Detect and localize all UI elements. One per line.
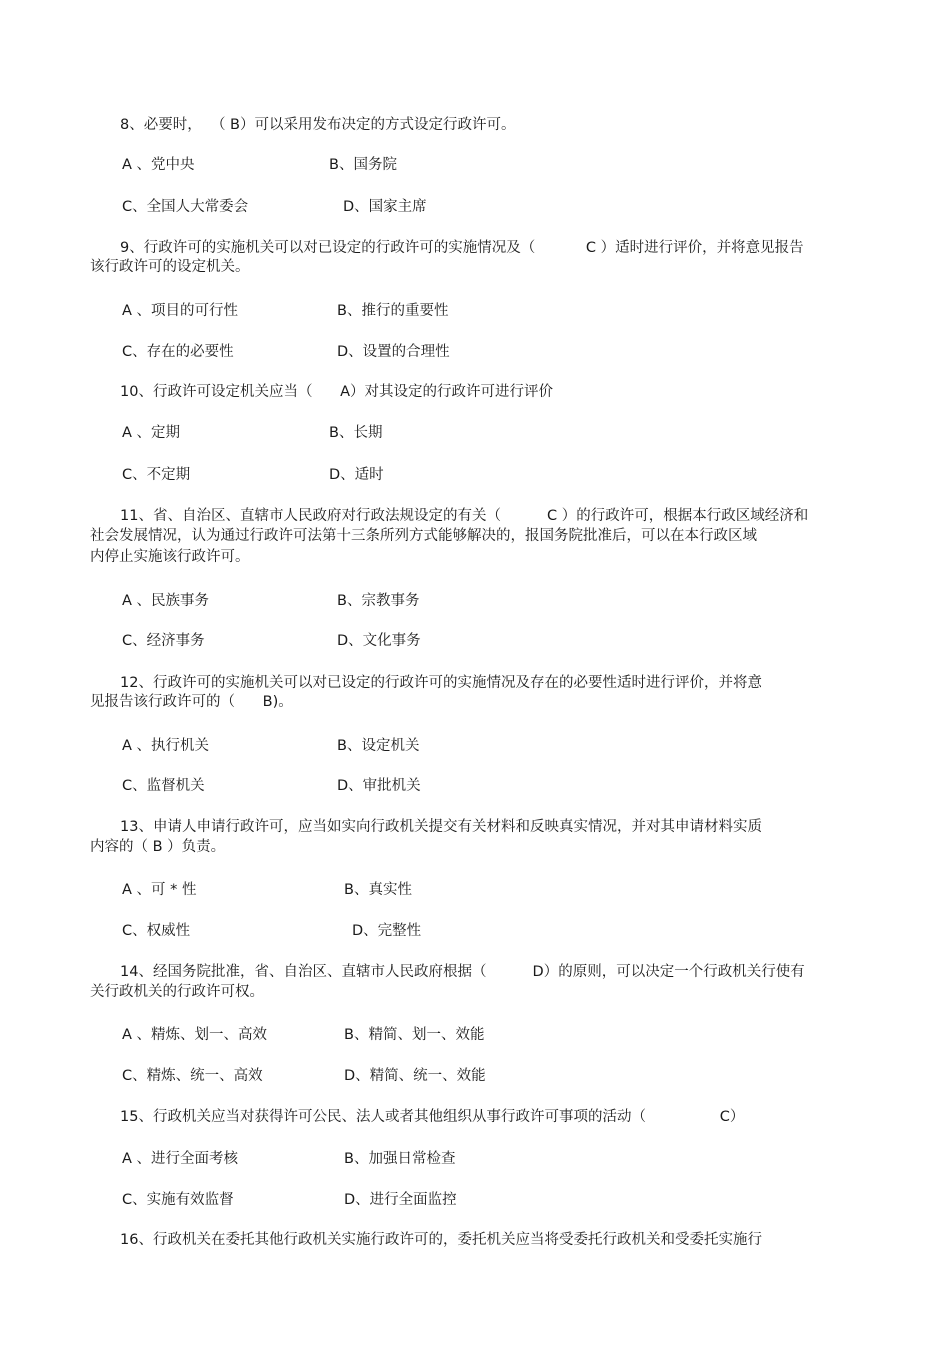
option-d: D、适时 bbox=[329, 467, 384, 483]
question-stem: 11、省、自治区、直辖市人民政府对行政法规设定的有关（ C ）的行政许可，根据本行政区域经济和 bbox=[120, 508, 809, 524]
option-b: B、精简、划一、效能 bbox=[344, 1027, 485, 1043]
option-a: A 、民族事务 bbox=[122, 593, 210, 609]
option-a: A 、可 * 性 bbox=[122, 882, 197, 898]
option-b: B、长期 bbox=[329, 425, 383, 441]
option-b: B、宗教事务 bbox=[337, 593, 420, 609]
option-b: B、国务院 bbox=[329, 157, 397, 173]
option-b: B、真实性 bbox=[344, 882, 412, 898]
option-b: B、加强日常检查 bbox=[344, 1151, 456, 1167]
question-stem: 14、经国务院批准，省、自治区、直辖市人民政府根据（ D）的原则，可以决定一个行政机关行使有 bbox=[120, 964, 805, 980]
question-stem: 10、行政许可设定机关应当（ A）对其设定的行政许可进行评价 bbox=[120, 384, 554, 400]
question-stem-cont: 该行政许可的设定机关。 bbox=[90, 259, 250, 275]
question-stem-cont: 内停止实施该行政许可。 bbox=[90, 549, 250, 565]
option-a: A 、进行全面考核 bbox=[122, 1151, 239, 1167]
question-stem: 9、行政许可的实施机关可以对已设定的行政许可的实施情况及（ C ）适时进行评价，并将意见报告 bbox=[120, 240, 804, 256]
option-d: D、精简、统一、效能 bbox=[344, 1068, 486, 1084]
option-a: A 、定期 bbox=[122, 425, 181, 441]
option-d: D、审批机关 bbox=[337, 778, 421, 794]
question-stem: 15、行政机关应当对获得许可公民、法人或者其他组织从事行政许可事项的活动（ C） bbox=[120, 1109, 745, 1125]
option-c: C、不定期 bbox=[122, 467, 191, 483]
option-c: C、经济事务 bbox=[122, 633, 205, 649]
option-d: D、进行全面监控 bbox=[344, 1192, 457, 1208]
question-stem: 16、行政机关在委托其他行政机关实施行政许可的，委托机关应当将受委托行政机关和受委托实施行 bbox=[120, 1232, 762, 1248]
question-stem-cont: 关行政机关的行政许可权。 bbox=[90, 984, 264, 1000]
question-stem: 8、必要时， （ B）可以采用发布决定的方式设定行政许可。 bbox=[120, 117, 516, 133]
option-a: A 、精炼、划一、高效 bbox=[122, 1027, 268, 1043]
option-b: B、推行的重要性 bbox=[337, 303, 449, 319]
option-c: C、精炼、统一、高效 bbox=[122, 1068, 263, 1084]
option-b: B、设定机关 bbox=[337, 738, 420, 754]
option-c: C、实施有效监督 bbox=[122, 1192, 234, 1208]
option-c: C、存在的必要性 bbox=[122, 344, 234, 360]
question-stem-cont: 社会发展情况，认为通过行政许可法第十三条所列方式能够解决的，报国务院批准后，可以在本行政区域 bbox=[90, 528, 757, 544]
option-c: C、全国人大常委会 bbox=[122, 199, 249, 215]
option-c: C、权威性 bbox=[122, 923, 191, 939]
option-a: A 、党中央 bbox=[122, 157, 195, 173]
option-a: A 、执行机关 bbox=[122, 738, 210, 754]
option-a: A 、项目的可行性 bbox=[122, 303, 239, 319]
question-stem-cont: 见报告该行政许可的（ B)。 bbox=[90, 694, 293, 710]
option-d: D、设置的合理性 bbox=[337, 344, 450, 360]
option-d: D、文化事务 bbox=[337, 633, 421, 649]
question-stem: 13、申请人申请行政许可，应当如实向行政机关提交有关材料和反映真实情况，并对其申请材料实质 bbox=[120, 819, 762, 835]
option-c: C、监督机关 bbox=[122, 778, 205, 794]
question-stem: 12、行政许可的实施机关可以对已设定的行政许可的实施情况及存在的必要性适时进行评价，并将意 bbox=[120, 675, 762, 691]
question-stem-cont: 内容的（ B ）负责。 bbox=[90, 839, 226, 855]
option-d: D、完整性 bbox=[352, 923, 422, 939]
option-d: D、国家主席 bbox=[343, 199, 427, 215]
